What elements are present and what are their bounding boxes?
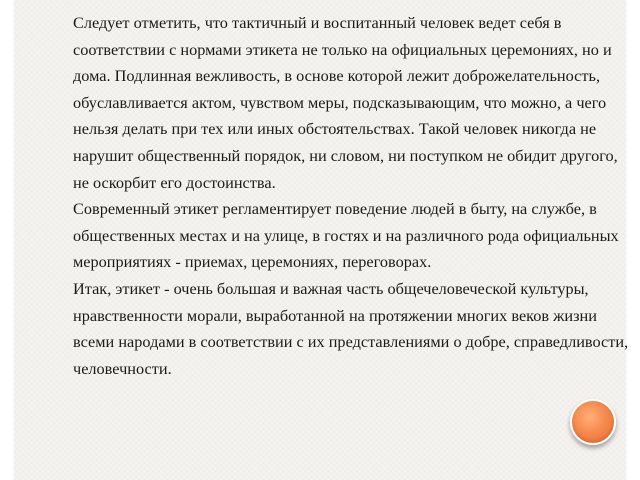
slide-body-text	[73, 10, 633, 382]
paragraph-conclusion: Итак, этикет - очень большая и важная часть общечеловеческой культуры, нравственности морали, выработанной на протяжении многих веков жизни всеми народами в соответствии с их представлениями о добре, справедливости, человечности.	[73, 278, 629, 378]
paragraph-modern-etiquette: Современный этикет регламентирует поведение людей в быту, на службе, в общественных местах и на улице, в гостях и на различного рода официальных мероприятиях - приемах, церемониях, переговорах.	[73, 199, 619, 272]
decorative-orange-circle	[570, 399, 616, 445]
paragraph-etiquette-at-home: Следует отметить, что тактичный и воспитанный человек ведет себя в соответствии с нормами этикета не только на официальных церемониях, но и дома. Подлинная вежливость, в основе которой лежит доброжелательность, обуславливается актом, чувством меры, подсказывающим, что можно, а чего нельзя делать при тех или иных обстоятельствах. Такой человек никогда не нарушит общественный порядок, ни словом, ни поступком не обидит другого, не оскорбит его достоинства.	[73, 13, 618, 192]
